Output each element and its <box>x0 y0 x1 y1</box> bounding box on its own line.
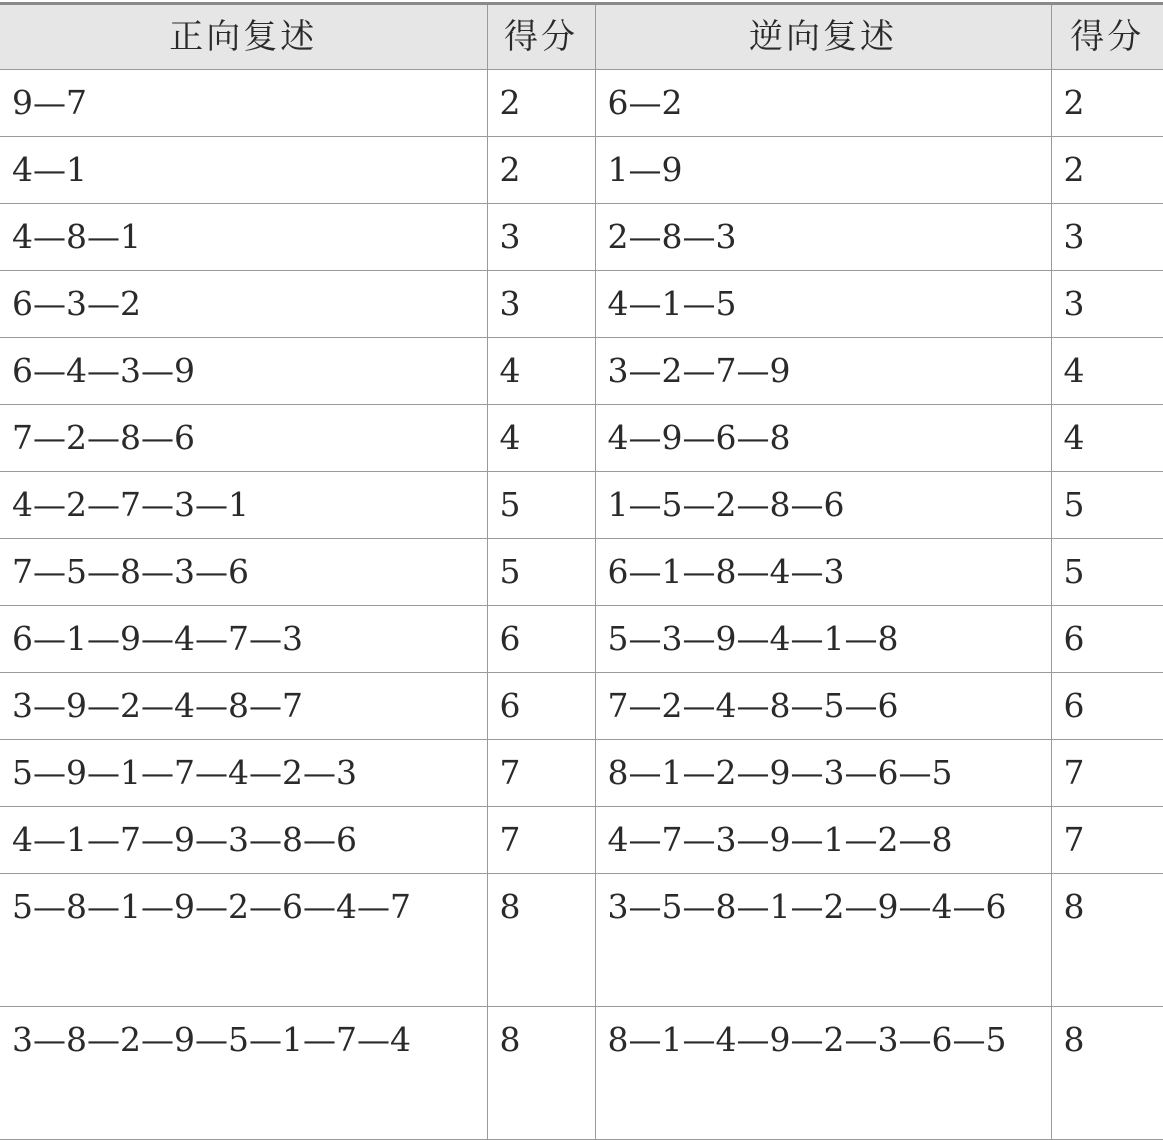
backward-score: 4 <box>1051 405 1163 472</box>
forward-sequence: 4—8—1 <box>0 204 487 271</box>
backward-score: 3 <box>1051 204 1163 271</box>
backward-sequence: 6—2 <box>595 70 1051 137</box>
backward-sequence: 5—3—9—4—1—8 <box>595 606 1051 673</box>
backward-score: 6 <box>1051 606 1163 673</box>
backward-score: 5 <box>1051 472 1163 539</box>
table-row <box>0 539 1163 606</box>
table-row <box>0 1007 1163 1140</box>
forward-score: 2 <box>487 70 595 137</box>
backward-score: 3 <box>1051 271 1163 338</box>
backward-sequence: 3—2—7—9 <box>595 338 1051 405</box>
forward-score: 3 <box>487 271 595 338</box>
table-row <box>0 70 1163 137</box>
forward-sequence: 9—7 <box>0 70 487 137</box>
backward-score: 7 <box>1051 807 1163 874</box>
forward-sequence: 4—2—7—3—1 <box>0 472 487 539</box>
forward-score: 6 <box>487 673 595 740</box>
table-row <box>0 874 1163 1007</box>
backward-score: 4 <box>1051 338 1163 405</box>
table-row <box>0 405 1163 472</box>
backward-sequence: 4—7—3—9—1—2—8 <box>595 807 1051 874</box>
header-forward-score: 得分 <box>487 4 595 70</box>
forward-sequence: 4—1—7—9—3—8—6 <box>0 807 487 874</box>
backward-sequence: 2—8—3 <box>595 204 1051 271</box>
forward-sequence: 3—9—2—4—8—7 <box>0 673 487 740</box>
backward-score: 8 <box>1051 874 1163 1007</box>
backward-sequence: 3—5—8—1—2—9—4—6 <box>595 874 1051 1007</box>
backward-sequence: 8—1—4—9—2—3—6—5 <box>595 1007 1051 1140</box>
forward-score: 5 <box>487 539 595 606</box>
table-body <box>0 70 1163 1140</box>
backward-sequence: 7—2—4—8—5—6 <box>595 673 1051 740</box>
digit-span-table <box>0 2 1163 1140</box>
table-row <box>0 338 1163 405</box>
table-row <box>0 606 1163 673</box>
table-row <box>0 472 1163 539</box>
backward-sequence: 1—5—2—8—6 <box>595 472 1051 539</box>
forward-sequence: 6—3—2 <box>0 271 487 338</box>
backward-score: 2 <box>1051 70 1163 137</box>
backward-score: 2 <box>1051 137 1163 204</box>
forward-score: 4 <box>487 338 595 405</box>
forward-score: 8 <box>487 874 595 1007</box>
forward-score: 7 <box>487 740 595 807</box>
forward-sequence: 6—1—9—4—7—3 <box>0 606 487 673</box>
forward-sequence: 7—2—8—6 <box>0 405 487 472</box>
forward-sequence: 5—8—1—9—2—6—4—7 <box>0 874 487 1007</box>
table-row <box>0 807 1163 874</box>
backward-score: 5 <box>1051 539 1163 606</box>
forward-sequence: 6—4—3—9 <box>0 338 487 405</box>
forward-score: 6 <box>487 606 595 673</box>
table-row <box>0 673 1163 740</box>
forward-score: 8 <box>487 1007 595 1140</box>
header-row <box>0 4 1163 70</box>
header-backward-score: 得分 <box>1051 4 1163 70</box>
table-row <box>0 740 1163 807</box>
header-backward-recall: 逆向复述 <box>595 4 1051 70</box>
backward-score: 6 <box>1051 673 1163 740</box>
forward-sequence: 4—1 <box>0 137 487 204</box>
forward-score: 4 <box>487 405 595 472</box>
backward-sequence: 4—1—5 <box>595 271 1051 338</box>
forward-sequence: 3—8—2—9—5—1—7—4 <box>0 1007 487 1140</box>
forward-sequence: 7—5—8—3—6 <box>0 539 487 606</box>
backward-sequence: 8—1—2—9—3—6—5 <box>595 740 1051 807</box>
backward-sequence: 6—1—8—4—3 <box>595 539 1051 606</box>
table-row <box>0 271 1163 338</box>
forward-score: 5 <box>487 472 595 539</box>
table-row <box>0 204 1163 271</box>
table-header <box>0 4 1163 70</box>
forward-score: 7 <box>487 807 595 874</box>
forward-sequence: 5—9—1—7—4—2—3 <box>0 740 487 807</box>
table-row <box>0 137 1163 204</box>
forward-score: 2 <box>487 137 595 204</box>
backward-score: 7 <box>1051 740 1163 807</box>
header-forward-recall: 正向复述 <box>0 4 487 70</box>
backward-sequence: 4—9—6—8 <box>595 405 1051 472</box>
forward-score: 3 <box>487 204 595 271</box>
backward-score: 8 <box>1051 1007 1163 1140</box>
backward-sequence: 1—9 <box>595 137 1051 204</box>
